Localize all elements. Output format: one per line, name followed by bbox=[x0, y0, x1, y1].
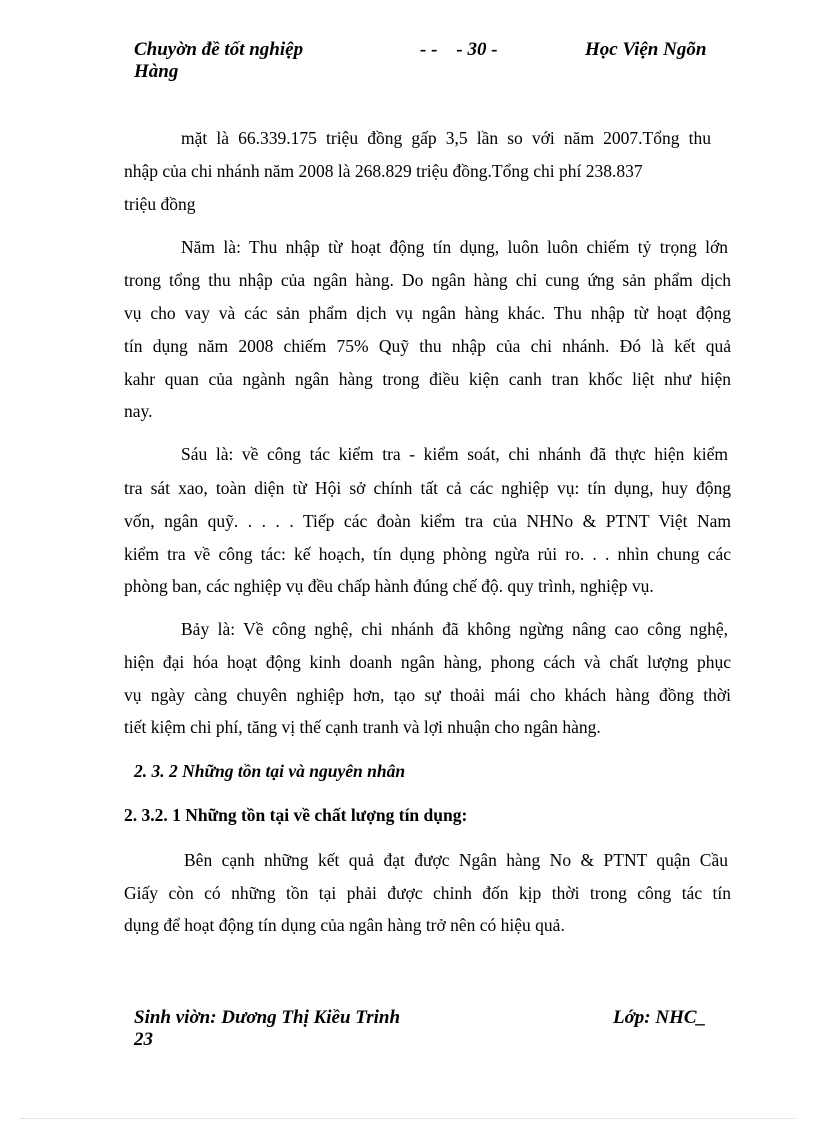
paragraph-3-line-2: tra sát xao, toàn diện từ Hội sở chính tất cả các nghiệp vụ: tín dụng, huy động bbox=[124, 478, 731, 498]
paragraph-2-line-6: nay. bbox=[124, 401, 153, 421]
paragraph-1-line-2: nhập của chi nhánh năm 2008 là 268.829 triệu đồng.Tổng chi phí 238.837 bbox=[124, 161, 643, 181]
page-bottom-divider bbox=[20, 1118, 796, 1119]
paragraph-4-line-1: Bảy là: Về công nghệ, chi nhánh đã không ngừng nâng cao công nghệ, bbox=[181, 619, 728, 639]
page-number: - - - 30 - bbox=[420, 39, 498, 60]
paragraph-4-line-2: hiện đại hóa hoạt động kinh doanh ngân hàng, phong cách và chất lượng phục bbox=[124, 652, 731, 672]
paragraph-2-line-5: kahr quan của ngành ngân hàng trong điều kiện canh tran khốc liệt như hiện bbox=[124, 369, 731, 389]
closing-paragraph-line-1: Bên cạnh những kết quả đạt được Ngân hàng No & PTNT quận Cầu bbox=[184, 850, 728, 870]
footer-student-name: Sinh viờn: Dương Thị Kiều Trinh bbox=[134, 1007, 401, 1028]
paragraph-2-line-3: vụ cho vay và các sản phẩm dịch vụ ngân hàng khác. Thu nhập từ hoạt động bbox=[124, 303, 731, 323]
header-institution: Học Viện Ngõn bbox=[585, 39, 707, 60]
paragraph-1-line-3: triệu đồng bbox=[124, 194, 196, 214]
section-heading: 2. 3. 2 Những tồn tại và nguyên nhân bbox=[134, 761, 406, 781]
closing-paragraph-line-2: Giấy còn có những tồn tại phải được chỉnh đốn kịp thời trong công tác tín bbox=[124, 883, 731, 903]
subsection-heading: 2. 3.2. 1 Những tồn tại về chất lượng tín dụng: bbox=[124, 805, 468, 825]
footer-class: Lớp: NHC_ bbox=[613, 1007, 707, 1028]
paragraph-3-line-5: phòng ban, các nghiệp vụ đều chấp hành đúng chế độ. quy trình, nghiệp vụ. bbox=[124, 576, 654, 596]
paragraph-3-line-1: Sáu là: về công tác kiểm tra - kiểm soát, chi nhánh đã thực hiện kiểm bbox=[181, 444, 728, 464]
paragraph-2-line-1: Năm là: Thu nhập từ hoạt động tín dụng, luôn luôn chiếm tỷ trọng lớn bbox=[181, 237, 728, 257]
paragraph-2-line-2: trong tổng thu nhập của ngân hàng. Do ngân hàng chỉ cung ứng sản phẩm dịch bbox=[124, 270, 731, 290]
footer-student-name-line2: 23 bbox=[134, 1029, 153, 1050]
header-title-line1: Chuyờn đề tốt nghiệp bbox=[134, 39, 304, 60]
paragraph-3-line-4: kiểm tra về công tác: kế hoạch, tín dụng phòng ngừa rủi ro. . . nhìn chung các bbox=[124, 544, 731, 564]
paragraph-2-line-4: tín dụng năm 2008 chiếm 75% Quỹ thu nhập của chi nhánh. Đó là kết quả bbox=[124, 336, 731, 356]
paragraph-4-line-3: vụ ngày càng chuyên nghiệp hơn, tạo sự thoải mái cho khách hàng đồng thời bbox=[124, 685, 731, 705]
header-title-line2: Hàng bbox=[134, 61, 179, 82]
closing-paragraph-line-3: dụng để hoạt động tín dụng của ngân hàng trở nên có hiệu quả. bbox=[124, 915, 565, 935]
paragraph-4-line-4: tiết kiệm chi phí, tăng vị thế cạnh tranh và lợi nhuận cho ngân hàng. bbox=[124, 717, 601, 737]
paragraph-1-line-1: mặt là 66.339.175 triệu đồng gấp 3,5 lần so với năm 2007.Tổng thu bbox=[181, 128, 711, 148]
paragraph-3-line-3: vốn, ngân quỹ. . . . . Tiếp các đoàn kiểm tra của NHNo & PTNT Việt Nam bbox=[124, 511, 731, 531]
